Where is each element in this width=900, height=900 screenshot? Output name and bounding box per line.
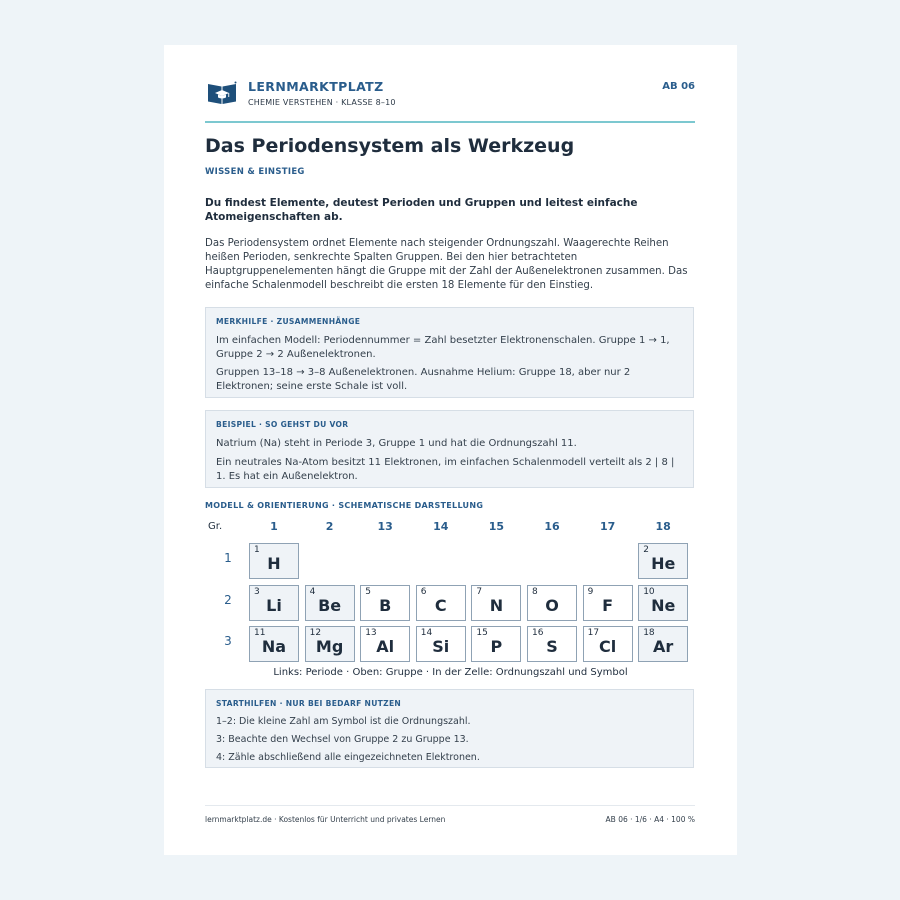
atomic-number: 4 [309,586,316,597]
group-number: 17 [599,520,616,533]
beispiel-text-2: Ein neutrales Na-Atom besitzt 11 Elektronen, im einfachen Schalenmodell verteilt als 2 | 8 | 1. Es hat ein Außenelektron. [216,457,675,482]
section-kicker: WISSEN & EINSTIEG [205,167,305,177]
atomic-number: 7 [476,586,483,597]
element-symbol: F [602,595,614,615]
element-cell-c [416,585,466,621]
atomic-number: 9 [587,586,594,597]
learning-goal: Du findest Elemente, deutest Perioden und Gruppen und leitest einfache Atomeigenschaften ab. [205,197,638,223]
element-cell-na [249,626,299,662]
atomic-number: 8 [532,586,538,597]
element-symbol: He [651,554,676,573]
group-number: 1 [270,520,278,533]
beispiel-box [205,410,694,488]
atomic-number: 5 [365,586,371,597]
element-symbol: Ar [653,637,674,656]
merkhilfe-heading: MERKHILFE · ZUSAMMENHÄNGE [216,317,361,326]
element-symbol: Mg [315,637,344,656]
intro-paragraph: Das Periodensystem ordnet Elemente nach steigender Ordnungszahl. Waagerechte Reihen heißen Perioden, senkrechte Spalten Gruppen. Bei den hier betrachteten Hauptgruppenelementen hängt die Gruppe mit der Zahl der Außenelektronen zusammen. Das einfache Schalenmodell beschreibt die ersten 18 Elemente für den Einstieg. [205,238,688,291]
element-cell-p [471,626,521,662]
element-symbol: P [490,637,503,656]
element-symbol: H [267,554,281,573]
merkhilfe-text-1: Im einfachen Modell: Periodennummer = Zahl besetzter Elektronenschalen. Gruppe 1 → 1, Gruppe 2 → 2 Außenelektronen. [216,335,670,360]
brand-subtitle: CHEMIE VERSTEHEN · KLASSE 8–10 [248,98,396,107]
atomic-number: 1 [254,545,260,555]
footer-left: lernmarktplatz.de · Kostenlos für Unterricht und privates Lernen [205,815,446,824]
atomic-number: 17 [587,628,600,638]
page-title: Das Periodensystem als Werkzeug [205,135,575,157]
atomic-number: 13 [365,628,377,638]
element-cell-b [360,585,410,621]
period-number: 1 [224,551,232,565]
atomic-number: 10 [643,586,655,597]
worksheet-page [164,45,737,855]
starthilfen-box [205,689,694,768]
atomic-number: 12 [309,628,322,638]
element-cell-al [360,626,410,662]
element-cell-cl [583,626,633,662]
element-cell-h [249,543,299,579]
beispiel-heading: BEISPIEL · SO GEHST DU VOR [216,420,349,429]
element-symbol: Si [432,637,450,656]
merkhilfe-text-2: Gruppen 13–18 → 3–8 Außenelektronen. Ausnahme Helium: Gruppe 18, aber nur 2 Elektronen; seine erste Schale ist voll. [216,367,631,392]
atomic-number: 11 [254,628,266,638]
model-heading: MODELL & ORIENTIERUNG · SCHEMATISCHE DARSTELLUNG [205,501,484,510]
element-cell-be [305,585,355,621]
atomic-number: 2 [643,545,649,555]
element-cell-ne [638,585,688,621]
header-divider [205,121,695,123]
period-number: 3 [224,634,232,648]
hint-item: 1–2: Die kleine Zahl am Symbol ist die Ordnungszahl. [216,716,471,727]
group-number: 13 [377,520,393,533]
element-cell-s [527,626,577,662]
element-symbol: B [379,595,392,615]
element-cell-mg [305,626,355,662]
atomic-number: 15 [476,628,488,638]
hint-item: 3: Beachte den Wechsel von Gruppe 2 zu Gruppe 13. [216,734,469,745]
element-symbol: Li [266,595,282,615]
footer-divider [205,805,695,806]
element-cell-f [583,585,633,621]
atomic-number: 14 [420,628,433,638]
element-cell-he [638,543,688,579]
element-cell-ar [638,626,688,662]
group-number: 2 [325,520,334,533]
group-number: 14 [433,520,449,533]
group-number: 16 [544,520,560,533]
group-number: 18 [655,520,671,533]
element-symbol: Ne [651,595,676,615]
table-caption: Links: Periode · Oben: Gruppe · In der Zelle: Ordnungszahl und Symbol [273,667,628,678]
element-symbol: Be [318,595,342,615]
period-number: 2 [224,592,232,607]
element-cell-li [249,585,299,621]
element-symbol: C [434,595,447,615]
element-symbol: Na [261,637,287,656]
atomic-number: 16 [532,628,544,638]
book-graduation-cap-icon [207,81,237,105]
element-cell-o [527,585,577,621]
group-axis-label: Gr. [208,521,223,532]
element-symbol: Cl [598,637,617,656]
atomic-number: 3 [254,586,260,597]
element-symbol: N [489,595,504,615]
hint-item: 4: Zähle abschließend alle eingezeichneten Elektronen. [216,752,480,763]
document-id: AB 06 [662,81,695,92]
element-cell-si [416,626,466,662]
element-cell-n [471,585,521,621]
beispiel-text-1: Natrium (Na) steht in Periode 3, Gruppe 1 und hat die Ordnungszahl 11. [216,438,577,449]
atomic-number: 6 [420,586,427,597]
starthilfen-heading: STARTHILFEN · NUR BEI BEDARF NUTZEN [216,699,402,708]
brand-name: LERNMARKTPLATZ [248,79,384,94]
element-symbol: S [546,637,558,656]
element-symbol: Al [376,637,395,656]
footer-right: AB 06 · 1/6 · A4 · 100 % [605,815,695,824]
element-symbol: O [545,595,559,615]
atomic-number: 18 [643,628,655,638]
merkhilfe-box [205,307,694,398]
group-number: 15 [488,520,505,533]
